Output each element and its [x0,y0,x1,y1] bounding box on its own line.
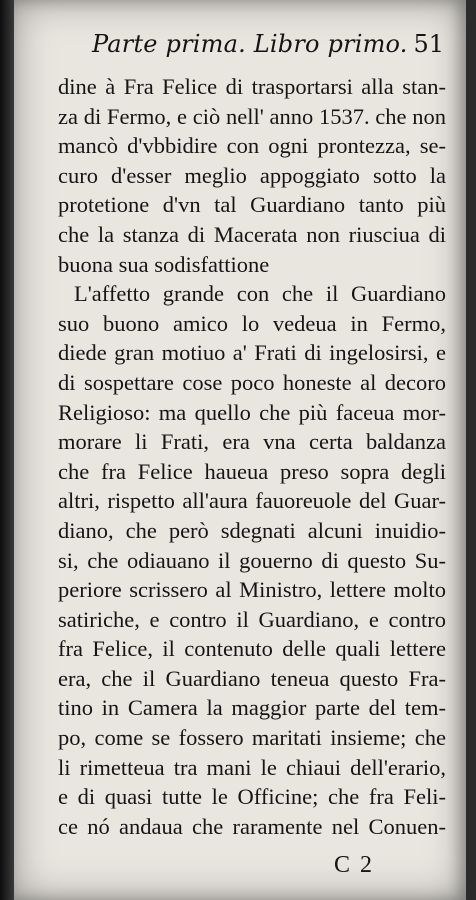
text-line: buona sua sodisfattione [58,251,270,277]
text-line: diede gran motiuo a' Frati di ingelosirsi, e [58,340,446,366]
text-line: fra Felice, il contenuto delle quali lettere [58,636,446,662]
body-text [58,72,446,841]
text-line: era, che il Guardiano teneua questo Fra- [58,665,446,691]
text-line: che fra Felice haueua preso sopra degli [58,458,446,484]
text-line: suo buono amico lo vedeua in Fermo, [58,310,446,336]
running-header: Parte prima. Libro primo. [92,30,408,58]
text-line: li rimetteua tra mani le chiaui dell'erario, [58,754,446,780]
text-line: mancò d'vbbidire con ogni prontezza, se- [58,133,446,159]
book-page [14,0,466,900]
signature-mark: C 2 [334,852,375,878]
page-number: 51 [413,30,444,58]
text-line: ce nó andaua che raramente nel Conuen- [58,813,446,839]
text-line: za di Fermo, e ciò nell' anno 1537. che non [58,103,446,129]
text-line: dine à Fra Felice di trasportarsi alla stan- [58,74,446,99]
text-line: si, che odiauano il gouerno di questo Su- [58,547,446,573]
text-line: altri, rispetto all'aura fauoreuole del Guar- [58,488,446,514]
text-line: periore scrissero al Ministro, lettere molto [58,577,446,603]
text-line: morare li Frati, era vna certa baldanza [58,429,446,455]
text-line: curo d'esser meglio appoggiato sotto la [58,162,446,188]
text-line: po, come se fossero maritati insieme; che [58,725,446,751]
text-line: e di quasi tutte le Officine; che fra Feli- [58,784,446,810]
book-gutter-shadow [0,0,14,900]
text-line: che la stanza di Macerata non riusciua di [58,221,446,247]
text-line: diano, che però sdegnati alcuni inuidio- [58,517,446,543]
text-line: tino in Camera la maggior parte del tem- [58,695,446,721]
text-line: protetione d'vn tal Guardiano tanto più [58,192,446,218]
text-line: Religioso: ma quello che più faceua mor- [58,399,446,425]
text-line: satiriche, e contro il Guardiano, e contro [58,606,446,632]
text-line: L'affetto grande con che il Guardiano [74,281,446,307]
text-line: di sospettare cose poco honeste al decoro [58,369,446,395]
